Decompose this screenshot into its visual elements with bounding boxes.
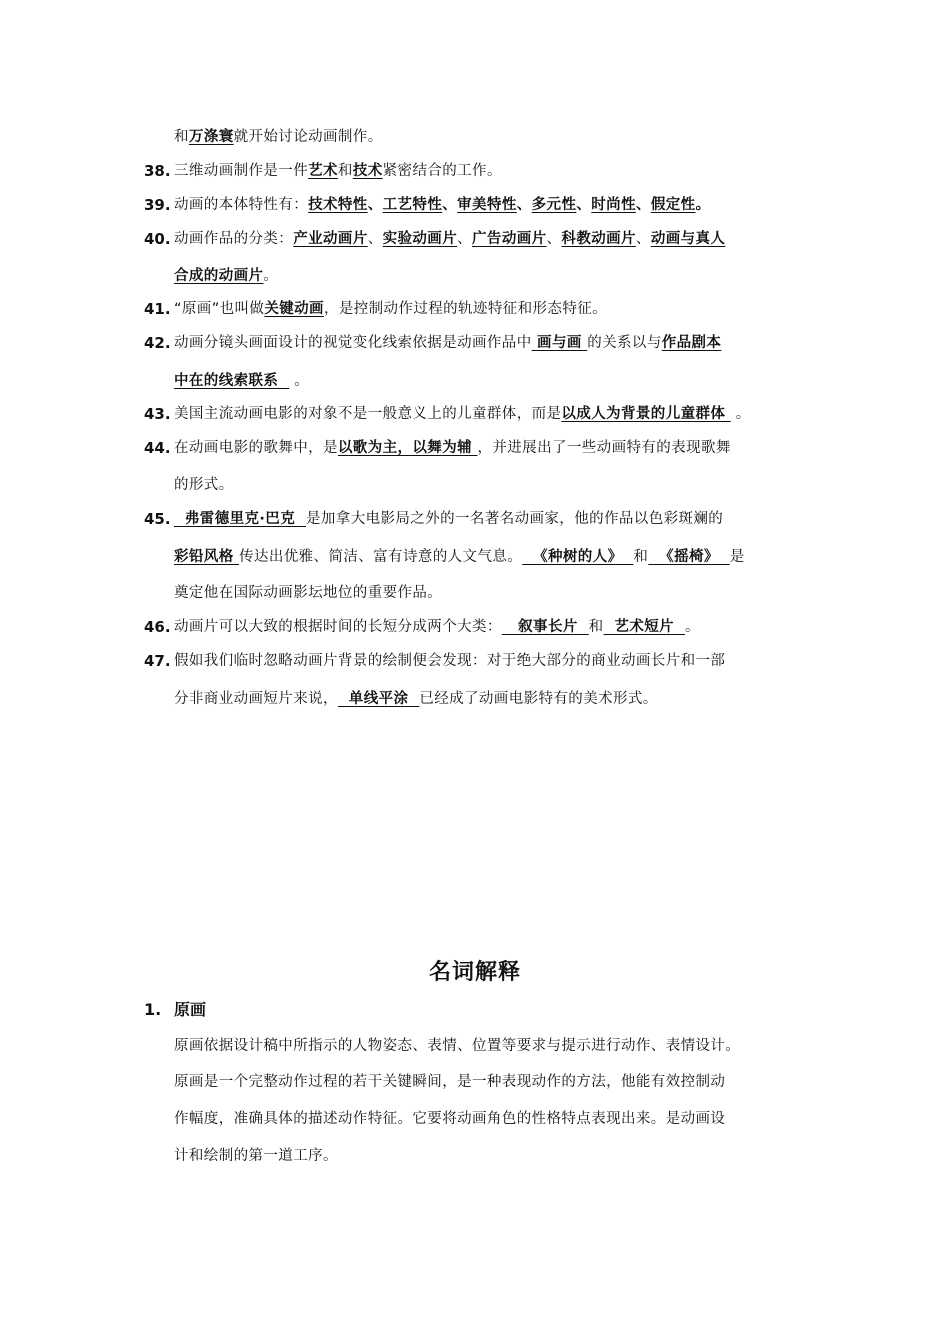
answer: 弗雷德里克·巴克 xyxy=(174,511,306,527)
answer: 关键动画 xyxy=(264,301,324,317)
answer: 彩铅风格 xyxy=(174,549,240,565)
question-42-cont: 中在的线索联系 。 xyxy=(174,373,310,389)
question-number: 43. xyxy=(144,405,171,423)
answer: 艺术短片 xyxy=(603,619,685,635)
question-number: 44. xyxy=(144,439,171,457)
answer: 工艺特性 xyxy=(382,197,443,213)
answer: 万涤寰 xyxy=(188,129,234,145)
question-46: 动画片可以大致的根据时间的长短分成两个大类： 叙事长片 和 艺术短片 。 xyxy=(174,619,700,635)
question-47-cont: 分非商业动画短片来说， 单线平涂 已经成了动画电影特有的美术形式。 xyxy=(174,691,658,707)
question-39: 动画的本体特性有：技术特性、工艺特性、审美特性、多元性、时尚性、假定性。 xyxy=(174,197,711,213)
question-44-cont: 的形式。 xyxy=(174,477,234,493)
answer: 以成人为背景的儿童群体 xyxy=(561,406,731,422)
answer: 技术特性 xyxy=(308,197,368,213)
answer: 中在的线索联系 xyxy=(174,373,290,389)
term-definition-line: 原画依据设计稿中所指示的人物姿态、表情、位置等要求与提示进行动作、表情设计。 xyxy=(174,1038,741,1054)
question-40: 动画作品的分类：产业动画片、实验动画片、广告动画片、科教动画片、动画与真人 xyxy=(174,231,726,247)
question-number: 42. xyxy=(144,334,171,352)
answer: 多元性 xyxy=(531,197,577,213)
answer: 产业动画片 xyxy=(293,231,368,247)
answer: 动画与真人 xyxy=(650,231,726,247)
answer: 实验动画片 xyxy=(382,231,458,247)
answer: 《摇椅》 xyxy=(648,549,730,565)
question-number: 46. xyxy=(144,618,171,636)
q37-continuation: 和万涤寰就开始讨论动画制作。 xyxy=(174,129,383,145)
answer: 时尚性 xyxy=(591,197,636,213)
answer: 画与画 xyxy=(531,335,588,351)
question-45-cont2: 奠定他在国际动画影坛地位的重要作品。 xyxy=(174,585,443,601)
question-45: 弗雷德里克·巴克 是加拿大电影局之外的一名著名动画家，他的作品以色彩斑斓的 xyxy=(174,511,724,527)
question-number: 45. xyxy=(144,510,171,528)
term-number: 1. xyxy=(144,1000,162,1019)
question-number: 47. xyxy=(144,652,171,670)
answer: 以歌为主，以舞为辅 xyxy=(337,440,478,456)
answer: 《种树的人》 xyxy=(522,549,634,565)
question-number: 39. xyxy=(144,196,171,214)
question-47: 假如我们临时忽略动画片背景的绘制便会发现：对于绝大部分的商业动画长片和一部 xyxy=(174,653,726,669)
answer: 广告动画片 xyxy=(472,231,547,247)
answer: 技术 xyxy=(352,163,383,179)
question-45-cont: 彩铅风格 传达出优雅、简洁、富有诗意的人文气息。 《种树的人》 和 《摇椅》 是 xyxy=(174,549,745,565)
answer: 合成的动画片 xyxy=(174,268,264,284)
question-number: 38. xyxy=(144,162,171,180)
answer: 叙事长片 xyxy=(501,619,589,635)
answer: 作品剧本 xyxy=(661,335,722,351)
question-number: 41. xyxy=(144,300,171,318)
term-definition-line: 原画是一个完整动作过程的若干关键瞬间，是一种表现动作的方法，他能有效控制动 xyxy=(174,1074,726,1090)
question-38: 三维动画制作是一件艺术和技术紧密结合的工作。 xyxy=(174,163,502,179)
question-number: 40. xyxy=(144,230,171,248)
term-definition-line: 作幅度，准确具体的描述动作特征。它要将动画角色的性格特点表现出来。是动画设 xyxy=(174,1111,726,1127)
answer: 艺术 xyxy=(308,163,338,179)
answer: 审美特性 xyxy=(457,197,517,213)
term-definition-line: 计和绘制的第一道工序。 xyxy=(174,1148,338,1164)
question-44: 在动画电影的歌舞中，是以歌为主，以舞为辅 ，并进展出了一些动画特有的表现歌舞 xyxy=(174,440,731,456)
term-title: 原画 xyxy=(174,1000,207,1019)
answer: 单线平涂 xyxy=(337,691,420,707)
question-41: “原画”也叫做关键动画，是控制动作过程的轨迹特征和形态特征。 xyxy=(174,301,608,317)
answer: 科教动画片 xyxy=(561,231,636,247)
question-42: 动画分镜头画面设计的视觉变化线索依据是动画作品中 画与画 的关系以与作品剧本 xyxy=(174,335,722,351)
section-title: 名词解释 xyxy=(428,960,521,985)
question-40-cont: 合成的动画片。 xyxy=(174,268,279,284)
question-43: 美国主流动画电影的对象不是一般意义上的儿童群体，而是以成人为背景的儿童群体 。 xyxy=(174,406,751,422)
answer: 假定性 xyxy=(650,197,696,213)
